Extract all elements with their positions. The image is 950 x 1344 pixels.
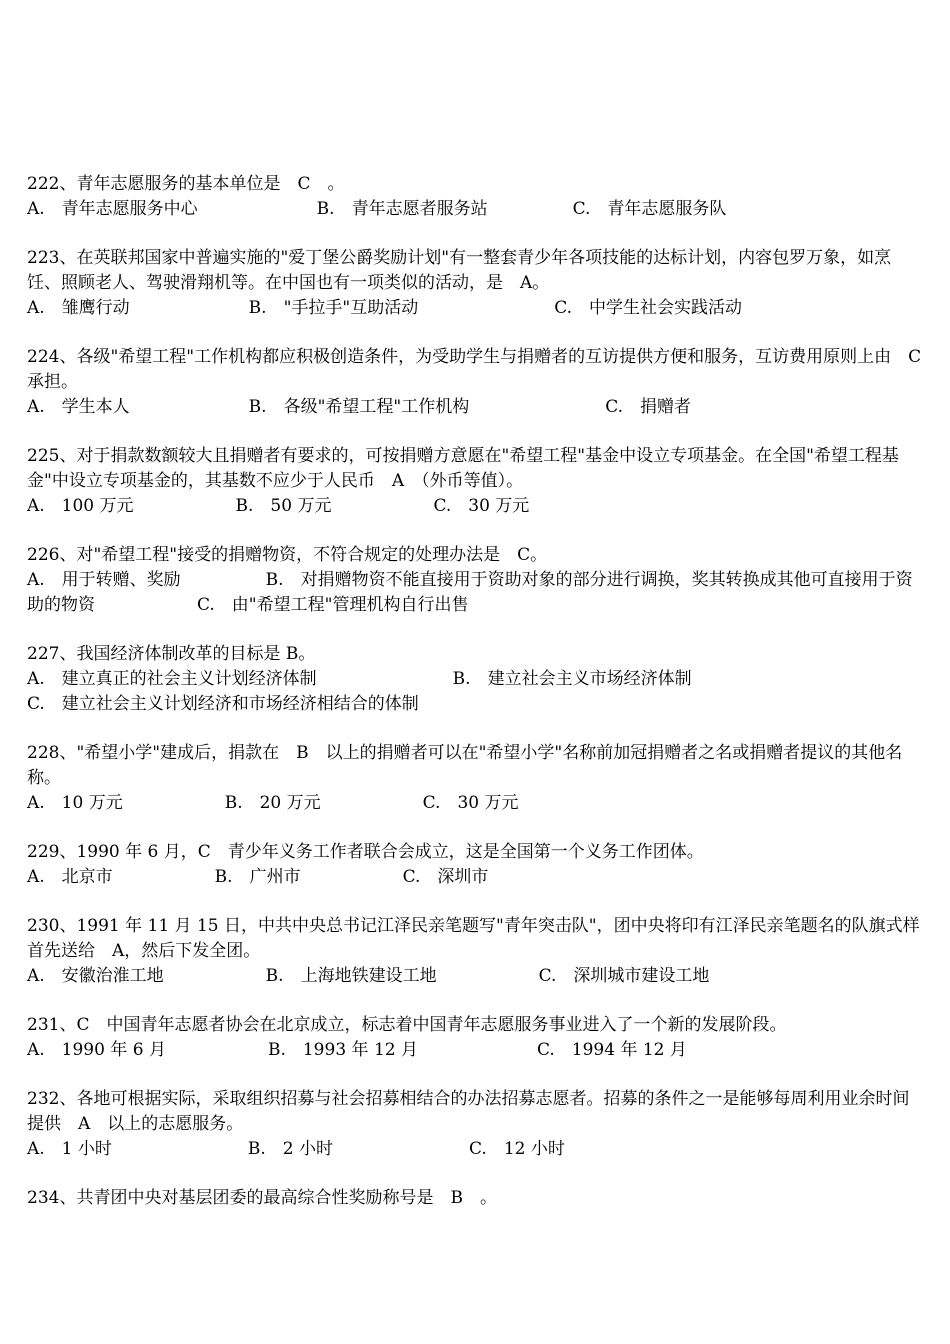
question-options: A. 用于转赠、奖励 B. 对捐赠物资不能直接用于资助对象的部分进行调换，奖其转换成其他可直接用于资助的物资 C. 由"希望工程"管理机构自行出售 (27, 570, 913, 615)
question-stem: 229、1990 年 6 月，C 青少年义务工作者联合会成立，这是全国第一个义务工作团体。 (27, 842, 704, 862)
question-stem: 234、共青团中央对基层团委的最高综合性奖励称号是 B 。 (27, 1188, 497, 1208)
question-226 (27, 543, 925, 618)
question-options: A. 1990 年 6 月 B. 1993 年 12 月 C. 1994 年 12 月 (27, 1040, 687, 1060)
question-228 (27, 741, 925, 816)
question-options: A. 雏鹰行动 B. "手拉手"互助活动 C. 中学生社会实践活动 (27, 298, 743, 318)
question-options: A. 10 万元 B. 20 万元 C. 30 万元 (27, 793, 519, 813)
question-options: A. 青年志愿服务中心 B. 青年志愿者服务站 C. 青年志愿服务队 (27, 199, 727, 219)
question-222 (27, 172, 925, 222)
question-options: A. 建立真正的社会主义计划经济体制 B. 建立社会主义市场经济体制 (27, 669, 692, 689)
question-options: C. 建立社会主义计划经济和市场经济相结合的体制 (27, 694, 419, 714)
question-options: A. 1 小时 B. 2 小时 C. 12 小时 (27, 1139, 565, 1159)
question-234 (27, 1186, 925, 1211)
question-225 (27, 444, 925, 519)
question-227 (27, 642, 925, 717)
question-stem: 231、C 中国青年志愿者协会在北京成立，标志着中国青年志愿服务事业进入了一个新的发展阶段。 (27, 1015, 787, 1035)
question-stem: 223、在英联邦国家中普遍实施的"爱丁堡公爵奖励计划"有一整套青少年各项技能的达标计划，内容包罗万象，如烹饪、照顾老人、驾驶滑翔机等。在中国也有一项类似的活动，是 A。 (27, 248, 892, 293)
question-stem: 227、我国经济体制改革的目标是 B。 (27, 644, 316, 664)
question-options: A. 100 万元 B. 50 万元 C. 30 万元 (27, 496, 530, 516)
question-224 (27, 345, 939, 420)
question-stem: 232、各地可根据实际，采取组织招募与社会招募相结合的办法招募志愿者。招募的条件之一是能够每周利用业余时间提供 A 以上的志愿服务。 (27, 1089, 910, 1134)
question-options: A. 安徽治淮工地 B. 上海地铁建设工地 C. 深圳城市建设工地 (27, 966, 710, 986)
question-223 (27, 246, 925, 321)
question-232 (27, 1087, 925, 1162)
question-options: A. 学生本人 B. 各级"希望工程"工作机构 C. 捐赠者 (27, 397, 692, 417)
question-230 (27, 914, 925, 989)
question-stem: 222、青年志愿服务的基本单位是 C 。 (27, 174, 345, 194)
question-231 (27, 1013, 925, 1063)
question-stem: 228、"希望小学"建成后，捐款在 B 以上的捐赠者可以在"希望小学"名称前加冠捐赠者之名或捐赠者提议的其他名称。 (27, 743, 903, 788)
question-stem: 225、对于捐款数额较大且捐赠者有要求的，可按捐赠方意愿在"希望工程"基金中设立专项基金。在全国"希望工程基金"中设立专项基金的，其基数不应少于人民币 A （外币等值）。 (27, 446, 899, 491)
question-options: A. 北京市 B. 广州市 C. 深圳市 (27, 867, 489, 887)
question-stem: 224、各级"希望工程"工作机构都应积极创造条件，为受助学生与捐赠者的互访提供方便和服务，互访费用原则上由 C 承担。 (27, 347, 939, 392)
question-stem: 230、1991 年 11 月 15 日，中共中央总书记江泽民亲笔题写"青年突击队"，团中央将印有江泽民亲笔题名的队旗式样首先送给 A，然后下发全团。 (27, 916, 920, 961)
question-stem: 226、对"希望工程"接受的捐赠物资，不符合规定的处理办法是 C。 (27, 545, 548, 565)
question-229 (27, 840, 925, 890)
document-page (27, 172, 939, 1235)
